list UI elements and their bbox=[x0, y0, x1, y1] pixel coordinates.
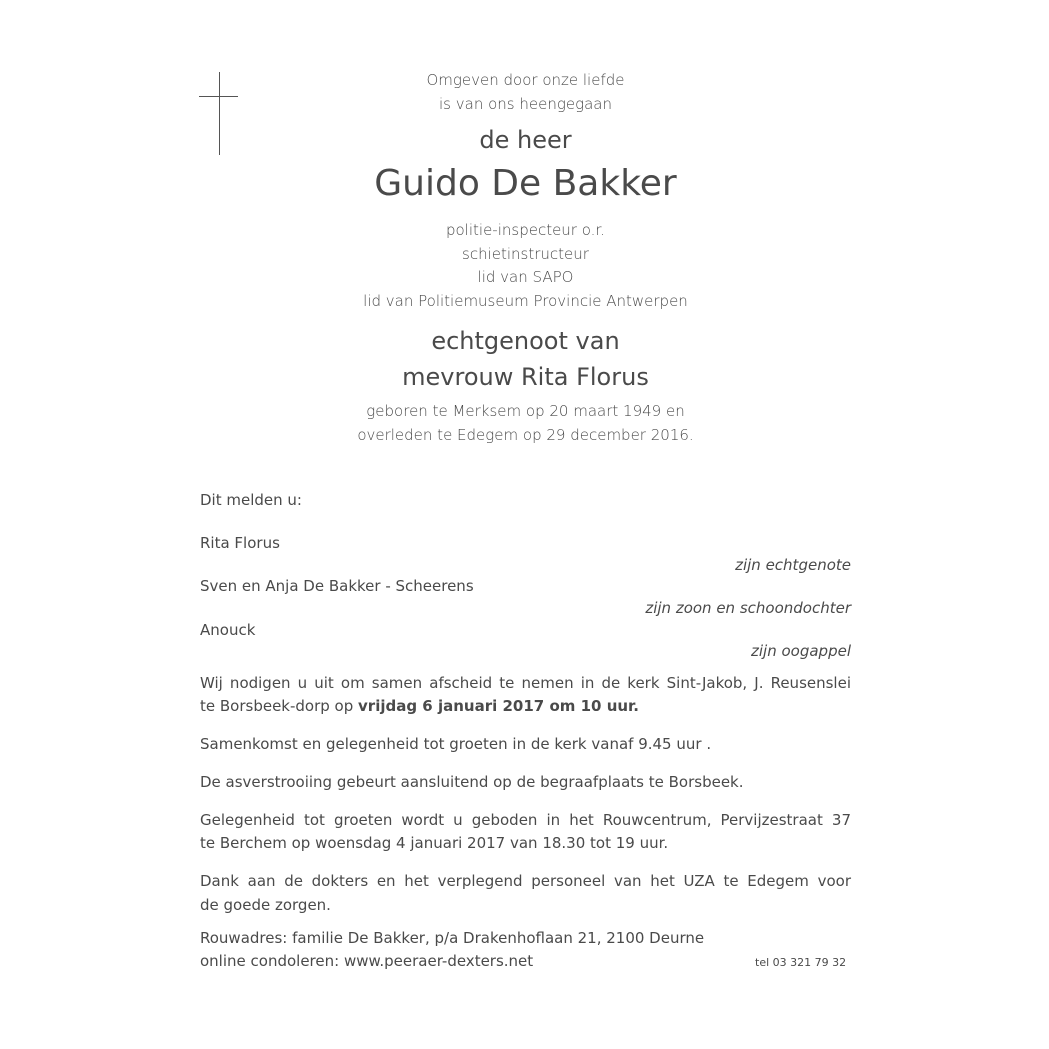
title-line: lid van SAPO bbox=[477, 268, 574, 286]
telephone-number: tel 03 321 79 32 bbox=[755, 956, 847, 969]
scattering-text: De asverstrooiing gebeurt aansluitend op de begraafplaats te Borsbeek. bbox=[200, 773, 744, 791]
honorific: de heer bbox=[479, 126, 572, 154]
announcer-relation: zijn zoon en schoondochter bbox=[645, 599, 851, 617]
intro-line-2: is van ons heengegaan bbox=[439, 95, 612, 113]
service-line-1: Wij nodigen u uit om samen afscheid te nemen in de kerk Sint-Jakob, J. Reusenslei bbox=[200, 674, 851, 692]
service-line-2 bbox=[200, 695, 851, 718]
announcer-name: Sven en Anja De Bakker - Scheerens bbox=[200, 577, 474, 595]
title-line: schietinstructeur bbox=[462, 245, 589, 263]
announcer-relation: zijn oogappel bbox=[751, 642, 851, 660]
birth-line: geboren te Merksem op 20 maart 1949 en bbox=[366, 402, 685, 420]
death-line: overleden te Edegem op 29 december 2016. bbox=[357, 426, 694, 444]
visitation-line-2: te Berchem op woensdag 4 januari 2017 van 18.30 tot 19 uur. bbox=[200, 834, 669, 852]
mourning-address: Rouwadres: familie De Bakker, p/a Drakenhoflaan 21, 2100 Deurne bbox=[200, 929, 705, 947]
spouse-line-1: echtgenoot van bbox=[431, 327, 620, 355]
spouse-line-2: mevrouw Rita Florus bbox=[402, 363, 649, 391]
visitation-line-1: Gelegenheid tot groeten wordt u geboden in het Rouwcentrum, Pervijzestraat 37 bbox=[200, 811, 851, 829]
title-line: lid van Politiemuseum Provincie Antwerpen bbox=[363, 292, 688, 310]
thanks-line-1: Dank aan de dokters en het verplegend personeel van het UZA te Edegem voor bbox=[200, 872, 851, 890]
thanks-line-2: de goede zorgen. bbox=[200, 896, 331, 914]
announcer-relation: zijn echtgenote bbox=[735, 556, 851, 574]
announcer-name: Anouck bbox=[200, 621, 256, 639]
service-line-2-text: te Borsbeek-dorp op bbox=[200, 697, 359, 715]
title-line: politie-inspecteur o.r. bbox=[445, 221, 605, 239]
online-condolences: online condoleren: www.peeraer-dexters.net bbox=[200, 952, 534, 970]
intro-line-1: Omgeven door onze liefde bbox=[426, 71, 625, 89]
gathering-text: Samenkomst en gelegenheid tot groeten in de kerk vanaf 9.45 uur . bbox=[200, 735, 712, 753]
announcers-intro: Dit melden u: bbox=[200, 491, 302, 509]
announcer-name: Rita Florus bbox=[200, 534, 280, 552]
service-date: vrijdag 6 januari 2017 om 10 uur. bbox=[358, 697, 640, 715]
deceased-name: Guido De Bakker bbox=[374, 163, 677, 204]
